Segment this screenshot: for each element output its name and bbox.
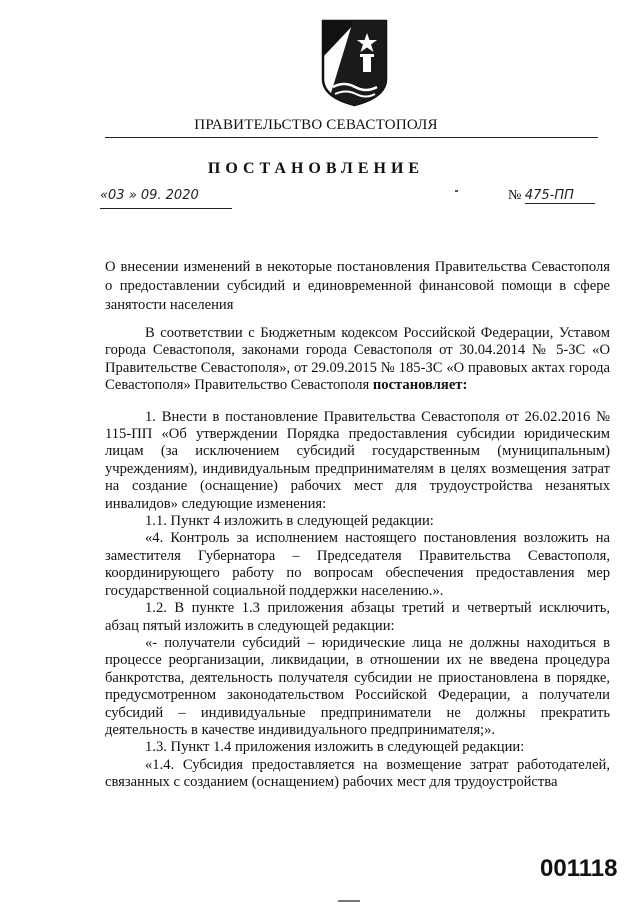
preamble bbox=[105, 325, 610, 395]
document-date: «03 » 09. 2020 bbox=[100, 188, 232, 209]
scan-speck bbox=[455, 190, 458, 192]
number-value: 475-ПП bbox=[525, 188, 595, 204]
preamble-text: В соответствии с Бюджетным кодексом Российской Федерации, Уставом города Севастополя, законами города Севастополя от 30.04.2014 № 5-ЗС «О Правительстве Севастополя», от 29.09.2015 № 185-ЗС «О правовых актах города Севастополя» Правительство Севастополя bbox=[105, 325, 610, 394]
scan-mark bbox=[338, 900, 360, 902]
government-name: ПРАВИТЕЛЬСТВО СЕВАСТОПОЛЯ bbox=[194, 117, 438, 133]
number-sign: № bbox=[508, 188, 522, 203]
paragraph-1-1-text: «4. Контроль за исполнением настоящего постановления возложить на заместителя Губернатора – Председателя Правительства Севастополя, координирующего работу по вопросам обеспечения предоставления мер государственной социальной поддержки населению.». bbox=[105, 530, 610, 599]
document-body bbox=[105, 325, 610, 792]
paragraph-1: 1. Внести в постановление Правительства Севастополя от 26.02.2016 № 115-ПП «Об утверждении Порядка предоставления субсидии юридическим лицам (за исключением субсидий государственным (муниципальным) учреждениям), индивидуальным предпринимателям в целях возмещения затрат на создание (оснащение) рабочих мест для трудоустройства незанятых инвалидов» следующие изменения: bbox=[105, 408, 610, 512]
coat-of-arms-emblem bbox=[319, 17, 390, 107]
paragraph-1-1: 1.1. Пункт 4 изложить в следующей редакции: bbox=[145, 513, 434, 530]
form-serial-number: 001118 bbox=[540, 855, 618, 882]
document-subject: О внесении изменений в некоторые постановления Правительства Севастополя о предоставлении субсидий и единовременной финансовой помощи в сфере занятости населения bbox=[105, 259, 610, 313]
header-rule bbox=[105, 137, 598, 138]
paragraph-1-3-text: «1.4. Субсидия предоставляется на возмещение затрат работодателей, связанных с созданием (оснащением) рабочих мест для трудоустройства bbox=[105, 756, 610, 791]
paragraph-1-2-text: «- получатели субсидий – юридические лица не должны находиться в процессе реорганизации, ликвидации, в отношении их не введена процедура банкротства, деятельность получателя субсидии не приостановлена в порядке, предусмотренном законодательством Российской Федерации, а получатели субсидий – индивидуальные предприниматели не должны прекратить деятельность в качестве индивидуального предпринимателя;». bbox=[105, 634, 610, 738]
paragraph-1-2: 1.2. В пункте 1.3 приложения абзацы третий и четвертый исключить, абзац пятый изложить в следующей редакции: bbox=[105, 600, 610, 634]
document-type-title: ПОСТАНОВЛЕНИЕ bbox=[207, 160, 425, 177]
paragraph-1-3: 1.3. Пункт 1.4 приложения изложить в следующей редакции: bbox=[145, 739, 525, 756]
resolves-word: постановляет: bbox=[372, 377, 468, 394]
document-number bbox=[508, 188, 606, 208]
